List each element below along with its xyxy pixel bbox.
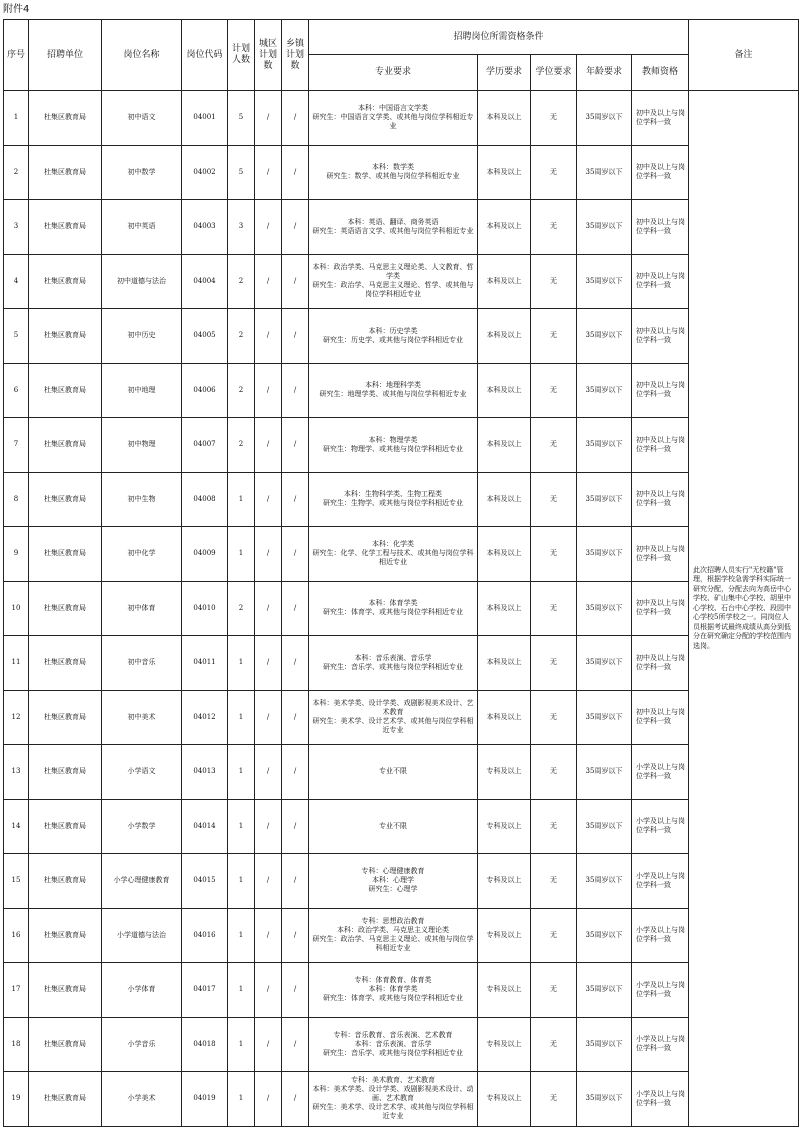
cell-seq: 13 — [4, 745, 29, 800]
cell-age: 35周岁以下 — [577, 309, 632, 364]
cell-major: 专业不限 — [309, 799, 478, 854]
cell-major: 本科：化学类 研究生：化学、化学工程与技术、或其他与岗位学科相近专业 — [309, 527, 478, 582]
cell-unit: 杜集区教育局 — [29, 200, 102, 255]
cell-unit: 杜集区教育局 — [29, 418, 102, 473]
cell-town-plan: / — [282, 527, 309, 582]
cell-teacher-qual: 小学及以上与岗位学科一致 — [632, 1072, 689, 1127]
cell-post-code: 04007 — [182, 418, 228, 473]
cell-teacher-qual: 初中及以上与岗位学科一致 — [632, 91, 689, 146]
table-row — [4, 690, 799, 745]
cell-planned: 2 — [228, 581, 255, 636]
header-post-code: 岗位代码 — [182, 20, 228, 91]
cell-age: 35周岁以下 — [577, 854, 632, 909]
cell-education: 本科及以上 — [478, 690, 531, 745]
cell-post-code: 04017 — [182, 963, 228, 1018]
cell-degree: 无 — [531, 200, 577, 255]
cell-education: 本科及以上 — [478, 581, 531, 636]
header-conditions: 招聘岗位所需资格条件 — [309, 20, 689, 55]
table-row — [4, 145, 799, 200]
cell-major: 本科：中国语言文学类 研究生：中国语言文学类、或其他与岗位学科相近专业 — [309, 91, 478, 146]
cell-planned: 1 — [228, 472, 255, 527]
cell-city-plan: / — [255, 254, 282, 309]
cell-age: 35周岁以下 — [577, 91, 632, 146]
cell-town-plan: / — [282, 908, 309, 963]
table-row — [4, 527, 799, 582]
cell-major: 本科：历史学类 研究生：历史学、或其他与岗位学科相近专业 — [309, 309, 478, 364]
cell-town-plan: / — [282, 418, 309, 473]
cell-post-code: 04015 — [182, 854, 228, 909]
remarks-note: 此次招聘人员实行"无校籍"管理，根据学校急需学科实际统一研究分配，分配去向为高岳中心学校、矿山集中心学校、胡里中心学校、石台中心学校、段园中心学校5所学校之一。同岗位人员根据考试最终成绩从高分到低分在研究确定分配的学校范围内选岗。 — [689, 91, 799, 1127]
cell-age: 35周岁以下 — [577, 363, 632, 418]
cell-post-name: 小学音乐 — [102, 1017, 182, 1072]
cell-planned: 1 — [228, 527, 255, 582]
cell-age: 35周岁以下 — [577, 963, 632, 1018]
cell-post-code: 04006 — [182, 363, 228, 418]
cell-city-plan: / — [255, 527, 282, 582]
cell-degree: 无 — [531, 527, 577, 582]
cell-education: 本科及以上 — [478, 418, 531, 473]
cell-seq: 9 — [4, 527, 29, 582]
cell-town-plan: / — [282, 636, 309, 691]
cell-post-name: 小学体育 — [102, 963, 182, 1018]
cell-teacher-qual: 小学及以上与岗位学科一致 — [632, 745, 689, 800]
cell-post-name: 小学语文 — [102, 745, 182, 800]
cell-degree: 无 — [531, 145, 577, 200]
cell-city-plan: / — [255, 690, 282, 745]
cell-post-code: 04018 — [182, 1017, 228, 1072]
cell-city-plan: / — [255, 472, 282, 527]
cell-post-code: 04005 — [182, 309, 228, 364]
cell-teacher-qual: 初中及以上与岗位学科一致 — [632, 418, 689, 473]
cell-major: 本科：数学类 研究生：数学、或其他与岗位学科相近专业 — [309, 145, 478, 200]
cell-planned: 1 — [228, 908, 255, 963]
cell-major: 专科：音乐教育、音乐表演、艺术教育 本科：音乐表演、音乐学 研究生：音乐学、或其他与岗位学科相近专业 — [309, 1017, 478, 1072]
cell-major: 专科：美术教育、艺术教育 本科：美术学类、设计学类、戏剧影视美术设计、动画、艺术教育 研究生：美术学、设计艺术学、或其他与岗位学科相近专业 — [309, 1072, 478, 1127]
cell-city-plan: / — [255, 799, 282, 854]
cell-age: 35周岁以下 — [577, 1017, 632, 1072]
cell-unit: 杜集区教育局 — [29, 581, 102, 636]
cell-degree: 无 — [531, 1017, 577, 1072]
recruitment-table — [3, 19, 799, 1127]
cell-education: 专科及以上 — [478, 745, 531, 800]
cell-post-name: 初中物理 — [102, 418, 182, 473]
cell-degree: 无 — [531, 309, 577, 364]
cell-post-name: 初中美术 — [102, 690, 182, 745]
cell-city-plan: / — [255, 745, 282, 800]
cell-post-name: 小学道德与法治 — [102, 908, 182, 963]
cell-unit: 杜集区教育局 — [29, 636, 102, 691]
attachment-label: 附件4 — [3, 4, 30, 15]
cell-city-plan: / — [255, 418, 282, 473]
cell-unit: 杜集区教育局 — [29, 908, 102, 963]
cell-post-code: 04013 — [182, 745, 228, 800]
cell-major: 本科：美术学类、设计学类、戏剧影视美术设计、艺术教育 研究生：美术学、设计艺术学、或其他与岗位学科相近专业 — [309, 690, 478, 745]
cell-teacher-qual: 小学及以上与岗位学科一致 — [632, 963, 689, 1018]
header-teacher-qual: 教师资格 — [632, 55, 689, 91]
cell-post-name: 初中历史 — [102, 309, 182, 364]
cell-age: 35周岁以下 — [577, 254, 632, 309]
cell-teacher-qual: 小学及以上与岗位学科一致 — [632, 799, 689, 854]
cell-education: 专科及以上 — [478, 1017, 531, 1072]
cell-degree: 无 — [531, 908, 577, 963]
cell-seq: 16 — [4, 908, 29, 963]
cell-planned: 1 — [228, 690, 255, 745]
cell-city-plan: / — [255, 91, 282, 146]
cell-education: 专科及以上 — [478, 1072, 531, 1127]
table-row — [4, 745, 799, 800]
cell-post-name: 初中道德与法治 — [102, 254, 182, 309]
cell-unit: 杜集区教育局 — [29, 854, 102, 909]
cell-planned: 2 — [228, 363, 255, 418]
cell-town-plan: / — [282, 254, 309, 309]
cell-education: 本科及以上 — [478, 636, 531, 691]
cell-degree: 无 — [531, 363, 577, 418]
cell-town-plan: / — [282, 1017, 309, 1072]
cell-city-plan: / — [255, 200, 282, 255]
cell-unit: 杜集区教育局 — [29, 309, 102, 364]
header-city-plan: 城区计划数 — [255, 20, 282, 91]
table-row — [4, 418, 799, 473]
cell-post-code: 04008 — [182, 472, 228, 527]
table-row — [4, 581, 799, 636]
cell-age: 35周岁以下 — [577, 1072, 632, 1127]
cell-unit: 杜集区教育局 — [29, 963, 102, 1018]
table-row — [4, 1072, 799, 1127]
cell-post-code: 04014 — [182, 799, 228, 854]
cell-town-plan: / — [282, 745, 309, 800]
cell-planned: 1 — [228, 799, 255, 854]
cell-age: 35周岁以下 — [577, 799, 632, 854]
cell-degree: 无 — [531, 581, 577, 636]
cell-post-code: 04002 — [182, 145, 228, 200]
cell-town-plan: / — [282, 854, 309, 909]
header-town-plan: 乡镇计划数 — [282, 20, 309, 91]
cell-degree: 无 — [531, 745, 577, 800]
cell-teacher-qual: 初中及以上与岗位学科一致 — [632, 309, 689, 364]
cell-teacher-qual: 初中及以上与岗位学科一致 — [632, 200, 689, 255]
cell-post-name: 小学数学 — [102, 799, 182, 854]
table-row — [4, 309, 799, 364]
cell-city-plan: / — [255, 636, 282, 691]
cell-unit: 杜集区教育局 — [29, 690, 102, 745]
cell-city-plan: / — [255, 908, 282, 963]
cell-major: 本科：生物科学类、生物工程类 研究生：生物学、或其他与岗位学科相近专业 — [309, 472, 478, 527]
cell-teacher-qual: 初中及以上与岗位学科一致 — [632, 527, 689, 582]
cell-post-code: 04010 — [182, 581, 228, 636]
cell-unit: 杜集区教育局 — [29, 745, 102, 800]
cell-post-name: 小学美术 — [102, 1072, 182, 1127]
cell-unit: 杜集区教育局 — [29, 527, 102, 582]
cell-teacher-qual: 小学及以上与岗位学科一致 — [632, 1017, 689, 1072]
cell-city-plan: / — [255, 1017, 282, 1072]
cell-unit: 杜集区教育局 — [29, 472, 102, 527]
table-row — [4, 963, 799, 1018]
cell-unit: 杜集区教育局 — [29, 91, 102, 146]
cell-post-code: 04019 — [182, 1072, 228, 1127]
cell-post-name: 初中音乐 — [102, 636, 182, 691]
cell-teacher-qual: 初中及以上与岗位学科一致 — [632, 636, 689, 691]
header-planned: 计划人数 — [228, 20, 255, 91]
cell-city-plan: / — [255, 309, 282, 364]
header-seq: 序号 — [4, 20, 29, 91]
cell-teacher-qual: 初中及以上与岗位学科一致 — [632, 472, 689, 527]
cell-unit: 杜集区教育局 — [29, 254, 102, 309]
header-post-name: 岗位名称 — [102, 20, 182, 91]
table-row — [4, 908, 799, 963]
table-row — [4, 254, 799, 309]
cell-age: 35周岁以下 — [577, 745, 632, 800]
cell-town-plan: / — [282, 363, 309, 418]
table-row — [4, 363, 799, 418]
cell-post-name: 初中数学 — [102, 145, 182, 200]
cell-seq: 11 — [4, 636, 29, 691]
cell-degree: 无 — [531, 636, 577, 691]
cell-age: 35周岁以下 — [577, 145, 632, 200]
cell-town-plan: / — [282, 472, 309, 527]
cell-degree: 无 — [531, 963, 577, 1018]
cell-teacher-qual: 初中及以上与岗位学科一致 — [632, 581, 689, 636]
cell-town-plan: / — [282, 581, 309, 636]
cell-degree: 无 — [531, 418, 577, 473]
cell-age: 35周岁以下 — [577, 690, 632, 745]
cell-unit: 杜集区教育局 — [29, 1017, 102, 1072]
table-row — [4, 636, 799, 691]
cell-degree: 无 — [531, 854, 577, 909]
cell-post-name: 初中地理 — [102, 363, 182, 418]
cell-seq: 17 — [4, 963, 29, 1018]
cell-major: 本科：音乐表演、音乐学 研究生：音乐学、或其他与岗位学科相近专业 — [309, 636, 478, 691]
cell-town-plan: / — [282, 1072, 309, 1127]
cell-education: 本科及以上 — [478, 472, 531, 527]
cell-education: 本科及以上 — [478, 254, 531, 309]
table-row — [4, 799, 799, 854]
header-unit: 招聘单位 — [29, 20, 102, 91]
cell-seq: 3 — [4, 200, 29, 255]
cell-planned: 1 — [228, 636, 255, 691]
cell-age: 35周岁以下 — [577, 200, 632, 255]
cell-education: 专科及以上 — [478, 963, 531, 1018]
cell-education: 本科及以上 — [478, 200, 531, 255]
cell-post-code: 04001 — [182, 91, 228, 146]
cell-city-plan: / — [255, 145, 282, 200]
cell-education: 本科及以上 — [478, 309, 531, 364]
cell-unit: 杜集区教育局 — [29, 145, 102, 200]
cell-teacher-qual: 初中及以上与岗位学科一致 — [632, 145, 689, 200]
cell-major: 本科：政治学类、马克思主义理论类、人文教育、哲学类 研究生：政治学、马克思主义理论、哲学、或其他与岗位学科相近专业 — [309, 254, 478, 309]
cell-seq: 8 — [4, 472, 29, 527]
cell-town-plan: / — [282, 309, 309, 364]
header-age: 年龄要求 — [577, 55, 632, 91]
cell-age: 35周岁以下 — [577, 908, 632, 963]
cell-major: 专科：思想政治教育 本科：政治学类、马克思主义理论类 研究生：政治学、马克思主义理论、或其他与岗位学科相近专业 — [309, 908, 478, 963]
cell-seq: 2 — [4, 145, 29, 200]
cell-planned: 1 — [228, 1072, 255, 1127]
cell-city-plan: / — [255, 363, 282, 418]
cell-planned: 2 — [228, 254, 255, 309]
cell-education: 专科及以上 — [478, 799, 531, 854]
cell-post-name: 小学心理健康教育 — [102, 854, 182, 909]
cell-teacher-qual: 初中及以上与岗位学科一致 — [632, 363, 689, 418]
cell-planned: 5 — [228, 145, 255, 200]
cell-age: 35周岁以下 — [577, 527, 632, 582]
cell-degree: 无 — [531, 799, 577, 854]
cell-town-plan: / — [282, 200, 309, 255]
cell-post-name: 初中化学 — [102, 527, 182, 582]
cell-seq: 18 — [4, 1017, 29, 1072]
cell-planned: 1 — [228, 745, 255, 800]
cell-major: 本科：英语、翻译、商务英语 研究生：英语语言文学、或其他与岗位学科相近专业 — [309, 200, 478, 255]
cell-age: 35周岁以下 — [577, 581, 632, 636]
cell-city-plan: / — [255, 1072, 282, 1127]
cell-seq: 5 — [4, 309, 29, 364]
table-body — [4, 91, 799, 1127]
table-row — [4, 91, 799, 146]
cell-city-plan: / — [255, 963, 282, 1018]
cell-seq: 14 — [4, 799, 29, 854]
cell-post-name: 初中生物 — [102, 472, 182, 527]
cell-major: 本科：地理科学类 研究生：地理学类、或其他与岗位学科相近专业 — [309, 363, 478, 418]
cell-post-code: 04003 — [182, 200, 228, 255]
cell-planned: 2 — [228, 418, 255, 473]
cell-unit: 杜集区教育局 — [29, 363, 102, 418]
cell-education: 专科及以上 — [478, 854, 531, 909]
cell-unit: 杜集区教育局 — [29, 1072, 102, 1127]
cell-seq: 4 — [4, 254, 29, 309]
cell-education: 本科及以上 — [478, 91, 531, 146]
header-remarks: 备注 — [689, 20, 799, 91]
cell-education: 专科及以上 — [478, 908, 531, 963]
cell-city-plan: / — [255, 854, 282, 909]
cell-major: 专业不限 — [309, 745, 478, 800]
cell-seq: 7 — [4, 418, 29, 473]
cell-planned: 1 — [228, 854, 255, 909]
cell-post-code: 04011 — [182, 636, 228, 691]
cell-town-plan: / — [282, 690, 309, 745]
cell-degree: 无 — [531, 1072, 577, 1127]
cell-age: 35周岁以下 — [577, 472, 632, 527]
cell-post-name: 初中体育 — [102, 581, 182, 636]
header-major: 专业要求 — [309, 55, 478, 91]
cell-degree: 无 — [531, 690, 577, 745]
cell-seq: 1 — [4, 91, 29, 146]
cell-planned: 5 — [228, 91, 255, 146]
cell-planned: 2 — [228, 309, 255, 364]
cell-seq: 10 — [4, 581, 29, 636]
cell-education: 本科及以上 — [478, 527, 531, 582]
cell-post-code: 04004 — [182, 254, 228, 309]
cell-town-plan: / — [282, 799, 309, 854]
cell-planned: 1 — [228, 963, 255, 1018]
cell-teacher-qual: 初中及以上与岗位学科一致 — [632, 254, 689, 309]
cell-degree: 无 — [531, 254, 577, 309]
cell-post-code: 04012 — [182, 690, 228, 745]
cell-seq: 19 — [4, 1072, 29, 1127]
cell-major: 本科：物理学类 研究生：物理学、或其他与岗位学科相近专业 — [309, 418, 478, 473]
cell-post-name: 初中英语 — [102, 200, 182, 255]
cell-major: 专科：体育教育、体育类 本科：体育学类 研究生：体育学、或其他与岗位学科相近专业 — [309, 963, 478, 1018]
cell-teacher-qual: 小学及以上与岗位学科一致 — [632, 908, 689, 963]
cell-degree: 无 — [531, 472, 577, 527]
table-row — [4, 472, 799, 527]
cell-seq: 6 — [4, 363, 29, 418]
cell-town-plan: / — [282, 145, 309, 200]
cell-post-code: 04016 — [182, 908, 228, 963]
cell-town-plan: / — [282, 91, 309, 146]
cell-major: 专科：心理健康教育 本科：心理学 研究生：心理学 — [309, 854, 478, 909]
cell-post-name: 初中语文 — [102, 91, 182, 146]
cell-town-plan: / — [282, 963, 309, 1018]
cell-seq: 12 — [4, 690, 29, 745]
cell-age: 35周岁以下 — [577, 418, 632, 473]
cell-major: 本科：体育学类 研究生：体育学、或其他与岗位学科相近专业 — [309, 581, 478, 636]
cell-planned: 3 — [228, 200, 255, 255]
table-row — [4, 854, 799, 909]
cell-seq: 15 — [4, 854, 29, 909]
cell-city-plan: / — [255, 581, 282, 636]
header-degree: 学位要求 — [531, 55, 577, 91]
table-row — [4, 1017, 799, 1072]
cell-teacher-qual: 小学及以上与岗位学科一致 — [632, 854, 689, 909]
cell-degree: 无 — [531, 91, 577, 146]
cell-teacher-qual: 初中及以上与岗位学科一致 — [632, 690, 689, 745]
cell-age: 35周岁以下 — [577, 636, 632, 691]
cell-education: 本科及以上 — [478, 145, 531, 200]
cell-education: 本科及以上 — [478, 363, 531, 418]
cell-unit: 杜集区教育局 — [29, 799, 102, 854]
table-row — [4, 200, 799, 255]
header-education: 学历要求 — [478, 55, 531, 91]
cell-post-code: 04009 — [182, 527, 228, 582]
cell-planned: 1 — [228, 1017, 255, 1072]
